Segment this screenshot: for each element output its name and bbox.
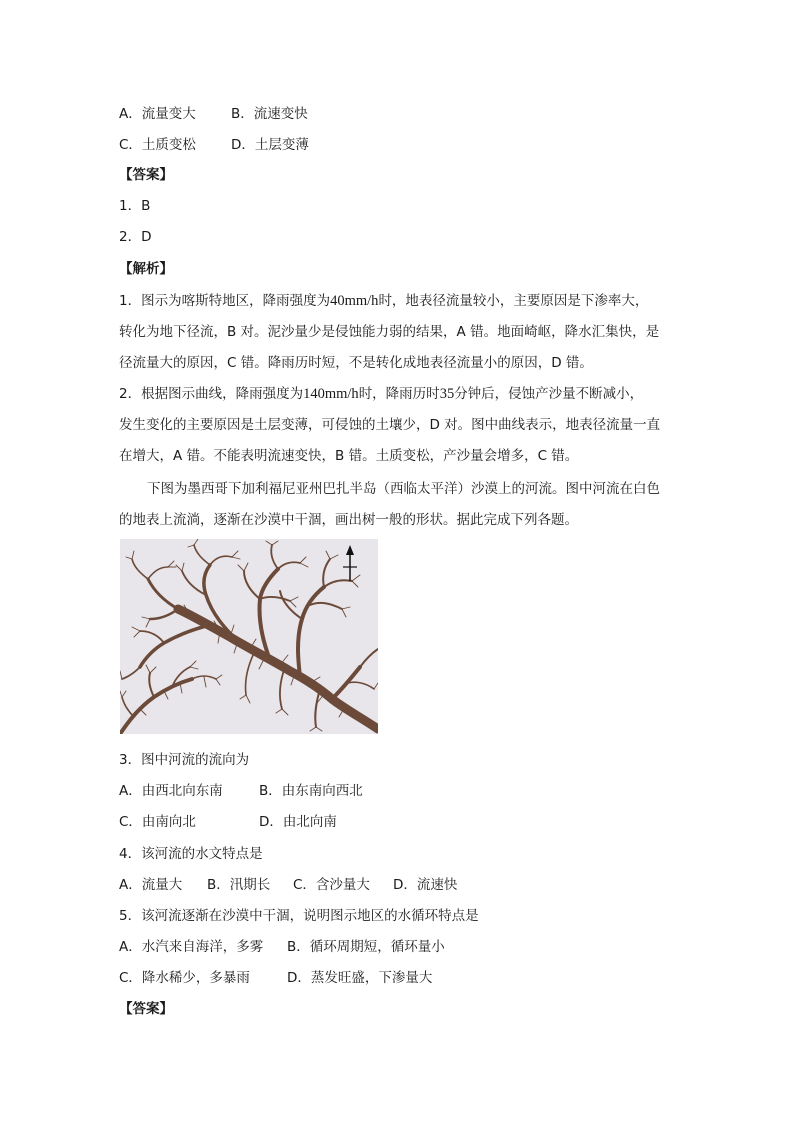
intro-line-2: 的地表上流淌，逐渐在沙漠中干涸，画出树一般的形状。据此完成下列各题。 [119,512,578,528]
text: 2．根据图示曲线，降雨强度为 [119,386,304,402]
rain-intensity-value: 140mm/h [303,386,359,402]
river-photo [120,539,378,734]
q3-option-a: A．由西北向东南 [119,783,223,799]
option-b: B．流速变快 [231,106,308,122]
option-c: C．土质变松 [119,137,196,153]
text: 时，地表径流量较小，主要原因是下渗率大， [378,293,649,309]
answer-1: 1．B [119,198,151,214]
text: 分钟后，侵蚀产沙量不断减小， [454,386,644,402]
q3-option-c: C．由南向北 [119,814,196,830]
question-4-stem: 4．该河流的水文特点是 [119,846,263,862]
analysis-1-line-3: 径流量大的原因，C 错。降雨历时短，不是转化成地表径流量小的原因，D 错。 [119,355,593,371]
q4-option-d: D．流速快 [393,877,458,893]
q3-option-d: D．由北向南 [259,814,337,830]
text: 时，降雨历时 [358,386,440,402]
q5-option-c: C．降水稀少，多暴雨 [119,970,250,986]
q3-option-b: B．由东南向西北 [259,783,363,799]
prev-question-options-row1 [119,105,196,123]
text: 1．图示为喀斯特地区，降雨强度为 [119,293,331,309]
q5-option-a: A．水汽来自海洋，多雾 [119,939,264,955]
answer-label-2: 【答案】 [119,1001,173,1017]
question-5-stem: 5．该河流逐渐在沙漠中干涸，说明图示地区的水循环特点是 [119,908,479,924]
option-a: A．流量变大 [119,106,196,122]
option-d: D．土层变薄 [231,137,309,153]
q5-option-b: B．循环周期短，循环量小 [287,939,445,955]
q4-option-b: B．汛期长 [207,877,271,893]
q4-option-a: A．流量大 [119,877,183,893]
analysis-2-line-1 [119,385,643,403]
q5-option-d: D．蒸发旺盛，下渗量大 [287,970,433,986]
analysis-2-line-3: 在增大，A 错。不能表明流速变快，B 错。土质变松，产沙量会增多，C 错。 [119,448,579,464]
analysis-label: 【解析】 [119,261,173,277]
duration-value: 35 [439,386,455,402]
intro-line-1: 下图为墨西哥下加利福尼亚州巴扎半岛（西临太平洋）沙漠上的河流。图中河流在白色 [147,481,660,497]
question-3-stem: 3．图中河流的流向为 [119,752,250,768]
rain-intensity-value: 40mm/h [330,293,379,309]
analysis-2-line-2: 发生变化的主要原因是土层变薄，可侵蚀的土壤少，D 对。图中曲线表示，地表径流量一直 [119,417,661,433]
analysis-1-line-1 [119,292,648,310]
analysis-1-line-2: 转化为地下径流，B 对。泥沙量少是侵蚀能力弱的结果，A 错。地面崎岖，降水汇集快，是 [119,324,660,340]
answer-label: 【答案】 [119,167,173,183]
q4-option-c: C．含沙量大 [293,877,370,893]
answer-2: 2．D [119,229,152,245]
